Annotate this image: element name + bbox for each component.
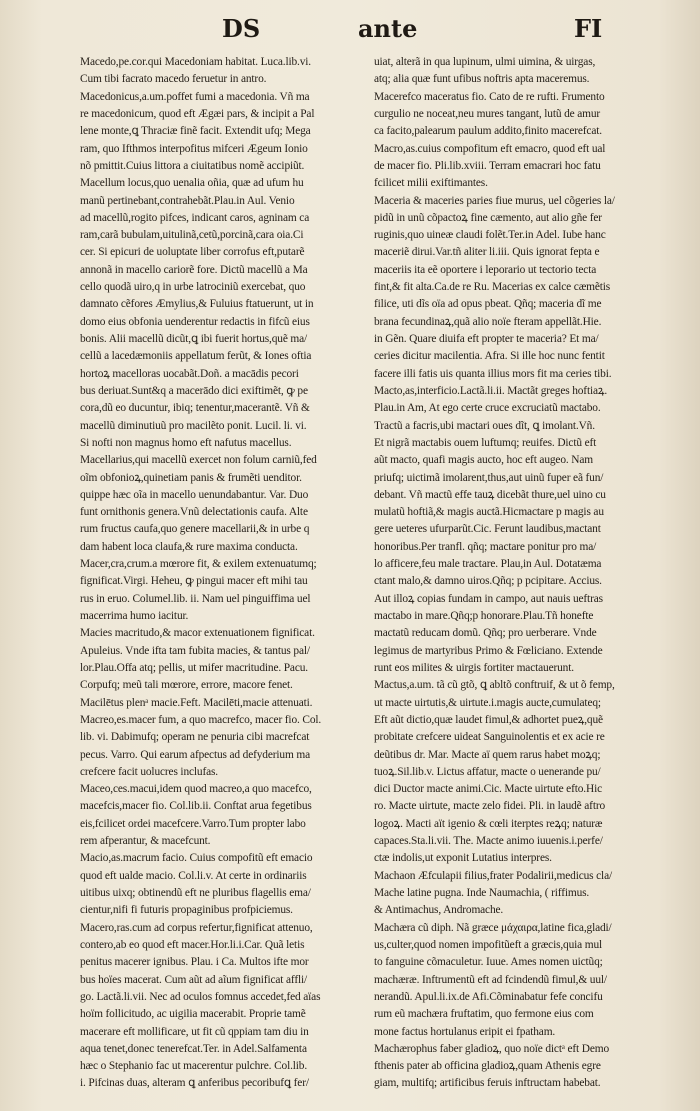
text-line: runt eos milites & uirgis fortiter mactauerunt. [374, 661, 574, 674]
text-line: facere illi fatis uis quanta illius mors fit ma ceries tibi. [374, 367, 612, 380]
text-line: oĩm obfonioꝝ,quinetiam panis & frumẽti uenditor. [80, 471, 302, 484]
text-line: brana fecundinaꝝ,quã alio noïe fteram appellãt.Hie. [374, 315, 602, 328]
text-line: honoribus.Per tranfl. qñq; mactare ponitur pro ma/ [374, 540, 597, 553]
text-line: fthenis pater ab officina gladioꝝ,quam Athenis egre [374, 1060, 601, 1073]
text-line: to fanguine cõmaculetur. Iuue. Ames nomen uictũq; [374, 956, 603, 969]
text-line: machæræ. Inftrumentũ eft ad fcindendũ fimul,& uul/ [374, 973, 607, 986]
text-line: Maceo,ces.macui,idem quod macreo,a quo macefco, [80, 783, 312, 796]
text-line: lo afficere,feu male tractare. Plau,in Aul. Dotatæma [374, 558, 602, 571]
text-line: uiat, alterã in qua lupinum, ulmi uimina, & uirgas, [374, 56, 596, 68]
text-line: cellũ a lacedæmoniis appellatum ferũt, & Iones oftia [80, 350, 312, 363]
text-line: domo eius obfonia uenderentur redactis in fifcũ eius [80, 315, 310, 328]
text-line: giam, multifq; artificibus feruis inftructam habebat. [374, 1077, 601, 1090]
text-line: macerrima humo iacitur. [80, 610, 189, 622]
text-line: macerare eft mollificare, ut fit cũ qppiam tam diu in [80, 1025, 309, 1038]
text-line: Maceria & maceries paries fiue murus, uel cõgeries la/ [374, 194, 615, 207]
text-line: ctant malo,& damno uiros.Qñq; p pcipitare. Accius. [374, 575, 602, 588]
text-line: in Gẽn. Quare diuifa eft propter te maceria? Et ma/ [374, 333, 599, 345]
text-line: debant. Vñ mactũ effe tauꝝ dicebãt thure,uel uino cu [374, 488, 606, 501]
text-line: ceries dicitur macilentia. Afra. Si ille hoc nunc fentit [374, 350, 605, 363]
text-line: Macro,as.cuius compofitum eft emacro, quod eft ual [374, 142, 606, 155]
text-line: cora,dũ eo ducuntur, ibiq; tenentur,macerantẽ. Vñ & [80, 402, 310, 415]
text-line: pidũ in unũ cõpactoꝝ fine cæmento, aut alio gñe fer [374, 211, 602, 224]
text-line: macefcis,macer fio. Col.lib.ii. Conftat arua fegetibus [80, 800, 312, 813]
text-line: go. Lactã.li.vii. Nec ad oculos fomnus accedet,fed aïas [80, 990, 321, 1003]
text-line: gere ueteres ufurparũt.Cic. Ferunt laudibus,mactant [374, 523, 601, 536]
text-line: filice, uti dĩs oïa ad opus pbeat. Qñq; maceria dĩ me [374, 298, 602, 311]
text-line: hæc o Stephanio fac ut macerentur pulchre. Col.lib. [80, 1060, 308, 1073]
text-line: Mache latine pugna. Inde Naumachia, ( riffimus. [374, 887, 590, 899]
text-line: manũ pertinebant,contrahebãt.Plau.in Aul. Venio [80, 194, 295, 207]
text-line: Aut illoꝝ copias fundam in campo, aut nauis ueftras [374, 592, 603, 605]
text-line: mulatũ hoftiã,& magis auctã.Hicmactare p magis au [374, 506, 604, 519]
text-line: hortoꝝ macelloras uocabãt.Doñ. a macādis pecori [80, 367, 299, 380]
text-line: Apuleius. Vnde ifta tam fubita macies, & tantus pal/ [80, 644, 310, 657]
text-line: Macilētus plenᵃ macie.Feft. Macilēti,macie attenuati. [80, 696, 313, 709]
text-line: lib. vi. Dabimufq; operam ne penuria cibi macrefcat [80, 731, 310, 744]
text-line: rem afperantur, & macefcunt. [80, 835, 211, 848]
text-line: fignificat.Virgi. Heheu, ꝙ pingui macer eft mihi tau [80, 575, 308, 588]
text-line: Machaon Æfculapii filius,frater Podalirii,medicus cla/ [374, 869, 612, 882]
text-line: Macedo,pe.cor.qui Macedoniam habitat. Luca.lib.vi. [80, 56, 311, 68]
text-line: deũtibus dr. Mar. Macte aï quem rarus habet moꝝq; [374, 748, 601, 761]
text-line: Plau.in Am, At ego certe cruce excruciatũ mactabo. [374, 402, 601, 415]
text-line: crefcere facit uolucres inclufas. [80, 765, 218, 778]
text-line: damnato cẽfores Æmylius,& Fuluius ftatuerunt, ut in [80, 298, 314, 311]
text-line: cer. Si epicuri de uoluptate liber corrofus eft,putarẽ [80, 246, 305, 259]
text-line: ad macellũ,rogito pifces, indicant caros, agninam ca [80, 211, 310, 224]
text-line: Machæra cũ diph. Nã græce μάχαιρα,latine fica,gladi/ [374, 921, 612, 934]
text-line: nerandũ. Apul.li.ix.de Afi.Cõminabatur fefe concifu [374, 990, 603, 1003]
text-line: logoꝝ. Macti aït igenio & cœli iterptes reꝝq; naturæ [374, 817, 603, 830]
text-line: mone factus hortulanus eripit ei fpatham. [374, 1025, 556, 1038]
text-line: Macer,cra,crum.a mœrore fit, & exilem extenuatumq; [80, 558, 317, 571]
text-line: Macellum locus,quo uenalia oñia, quæ ad ufum hu [80, 177, 304, 190]
text-line: eis,fcilicet ordei macefcere.Varro.Tum propter labo [80, 817, 306, 830]
text-line: dici Ductor macte animi.Cic. Macte uirtute efto.Hic [374, 783, 602, 796]
text-line: Macto,as,interficio.Lactã.li.ii. Mactãt greges hoftiaꝝ. [374, 384, 608, 397]
text-line: ram,carã bubulam,uitulinã,cetũ,porcinã,cara oia.Ci [80, 229, 304, 242]
text-line: probitate crefcere uideat Sanguinolentis et ex acie re [374, 731, 605, 744]
text-line: pecus. Varro. Qui earum afpectus ad defyderium ma [80, 748, 310, 761]
text-line: Macreo,es.macer fum, a quo macrefco, macer fio. Col. [80, 713, 322, 726]
right-column [374, 54, 678, 1093]
text-line: bus deriuat.Sunt&q a macerādo dici exiftimẽt, ꝙ pe [80, 384, 308, 397]
text-line: Macero,ras.cum ad corpus refertur,fignificat attenuo, [80, 921, 313, 934]
text-line: annonã in macello cariorẽ fore. Dictũ macellũ a Ma [80, 263, 308, 276]
text-line: macellũ diminutiuũ pro macilẽto ponit. Lucil. li. vi. [80, 419, 307, 432]
text-line: rus in eruo. Columel.lib. ii. Nam uel pinguiffima uel [80, 592, 311, 605]
text-line: quod eft ualde macio. Col.li.v. At certe in ordinariis [80, 869, 307, 882]
text-line: Et nigrã mactabis ouem luftumq; reuifes. Dictũ eft [374, 436, 597, 449]
text-line: curgulio ne noceat,neu mures tangant, lutũ de amur [374, 107, 601, 120]
text-line: us,culter,quod nomen impofitũeft a græcis,quia mul [374, 938, 603, 951]
text-line: Macerefco maceratus fio. Cato de re rufti. Frumento [374, 90, 605, 103]
text-line: Macedonicus,a.um.poffet fumi a macedonia. Vñ ma [80, 90, 310, 103]
header-middle: ante [358, 14, 418, 43]
text-line: maceriẽ dirui.Var.tñ aliter li.iii. Quis ignorat fepta e [374, 246, 600, 259]
text-line: aũt macto, quafi magis aucto, hoc eft augeo. Nam [374, 454, 593, 467]
text-line: capaces.Sta.li.vii. The. Macte animo iuuenis.i.perfe/ [374, 835, 603, 848]
text-line: fcilicet milii exiftimantes. [374, 177, 488, 190]
text-line: atq; alia quæ funt ufibus noftris apta maceremus. [374, 73, 590, 86]
text-line: cientur,nifi fi futuris propaginibus profpiciemus. [80, 904, 293, 917]
text-line: Tractũ a facris,ubi mactari oues dĩt, ꝗ imolant.Vñ. [374, 419, 595, 432]
text-line: ca facito,palearum paulum addito,finito macerefcat. [374, 125, 602, 138]
text-line: hoïm follicitudo, ac uigilia macerabit. Proprie tamẽ [80, 1008, 306, 1021]
text-line: Macellarius,qui macellũ exercet non folum carniũ,fed [80, 454, 317, 467]
text-line: mactabo in mare.Qñq;p honorare.Plau.Tñ honefte [374, 610, 594, 622]
text-line: uitibus uixq; obtinendũ eft ne pluribus flagellis ema/ [80, 887, 311, 899]
text-line: bus hoïes macerat. Cum aũt ad aĩum fignificat affli/ [80, 973, 308, 986]
text-line: Corpufq; meũ tali mœrore, errore, macore fenet. [80, 679, 293, 692]
text-line: Macies macritudo,& macor extenuationem fignificat. [80, 627, 315, 640]
text-line: mactatũ reducam domũ. Qñq; pro uerberare. Vnde [374, 627, 597, 640]
running-header [0, 14, 700, 46]
text-line: cello quodã uiro,q in urbe latrociniũ exercebat, quo [80, 281, 306, 294]
text-line: penitus macerer ignibus. Plau. i Ca. Multos ifte mor [80, 956, 309, 969]
text-line: ctæ indolis,ut exponit Lutatius interpres. [374, 852, 552, 865]
text-line: dam habent loca claufa,& rure maxima conducta. [80, 540, 298, 553]
text-line: Cum tibi facrato macedo feruetur in antro. [80, 73, 267, 86]
text-line: contero,ab eo quod eft macer.Hor.li.i.Car. Quã letis [80, 938, 305, 951]
text-line: ro. Macte uirtute, macte zelo fidei. Pli. in laudẽ aftro [374, 800, 606, 813]
text-line: fint,& fit alta.Ca.de re Ru. Macerias ex calce cæmẽtis [374, 281, 611, 294]
text-line: aqua tenet,donec tenerefcat.Ter. in Adel.Salfamenta [80, 1042, 307, 1055]
text-line: quippe hæc oĩa in macello uenundabantur. Var. Duo [80, 488, 309, 501]
header-left: DS [222, 14, 261, 43]
text-line: rum fructus caufa,quo genere macellarii,& in urbe q [80, 523, 310, 536]
text-line: re macedonicum, quod eft Ægæi pars, & incipit a Pal [80, 107, 315, 120]
text-line: Mactus,a.um. tã cũ gtõ, ꝗ abltõ conftruif, & ut õ femp, [374, 679, 615, 692]
text-line: legimus de martyribus Primo & Fœliciano. Extende [374, 644, 603, 657]
text-line: Si nofti non magnus homo eft nafutus macellus. [80, 436, 292, 449]
text-line: ut macte uirtutis,& uirtute.i.magis aucte,cumulateq; [374, 696, 601, 709]
text-line: ram, quo Ifthmos interpofitus mifceri Ægeum Ionio [80, 142, 308, 155]
text-line: rum eũ machæra fruftatim, quo fermone eius com [374, 1008, 594, 1021]
header-right: FI [574, 14, 603, 43]
text-line: i. Pifcinas duas, alteram ꝗ anferibus pecoribufꝗ fer/ [80, 1077, 309, 1090]
text-line: nõ pmittit.Cuius littora a ciuitatibus nomẽ accipiũt. [80, 159, 305, 172]
text-line: Machærophus faber gladioꝝ, quo noïe dictᵃ eft Demo [374, 1042, 610, 1055]
text-line: ruginis,quo uineæ claudi folẽt.Ter.in Adel. Iube hanc [374, 229, 606, 242]
text-line: lor.Plau.Offa atq; pellis, ut mifer macritudine. Pacu. [80, 661, 308, 674]
text-line: de macer fio. Pli.lib.xviii. Terram emacrari hoc fatu [374, 159, 601, 172]
text-line: & Antimachus, Andromache. [374, 904, 504, 917]
text-line: Eft aũt dictio,quæ laudet fimul,& adhortet pueꝝ,quẽ [374, 713, 603, 726]
text-line: tuoꝝ.Sil.lib.v. Lictus affatur, macte o uenerande pu/ [374, 765, 601, 778]
left-column [80, 54, 370, 1093]
text-line: maceriis ita eẽ oportere i leporario ut tectorio tecta [374, 263, 597, 276]
text-line: funt ornithonis genera.Vnũ delectationis caufa. Alte [80, 506, 308, 519]
text-line: Macio,as.macrum facio. Cuius compofitũ eft emacio [80, 852, 313, 865]
text-line: priufq; uictimã imolarent,thus,aut uinũ fuper eã fun/ [374, 471, 604, 484]
text-line: bonis. Alii macellũ dicũt,ꝗ ibi fuerit hortus,quẽ ma/ [80, 333, 308, 345]
text-line: lene monte,ꝗ Thraciæ finẽ facit. Extendit ufq; Mega [80, 125, 311, 138]
